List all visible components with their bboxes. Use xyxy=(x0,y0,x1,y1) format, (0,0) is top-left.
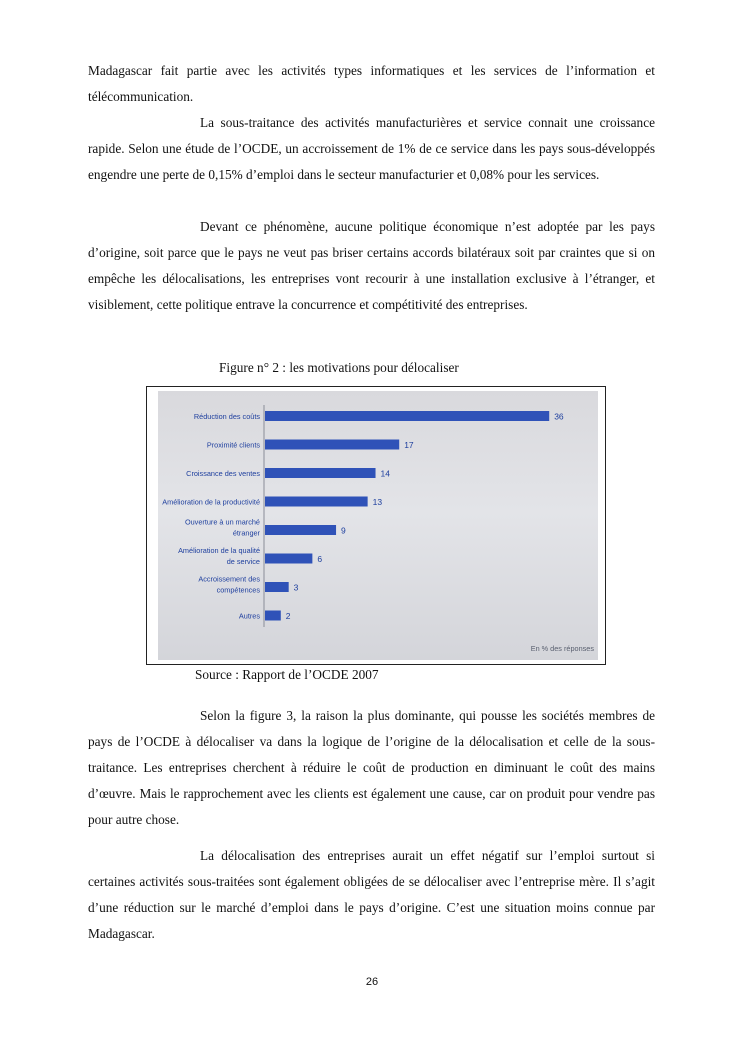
value-label-5: 6 xyxy=(317,554,323,564)
paragraph-intro: Madagascar fait partie avec les activités types informatiques et les services de l’information et télécommunication. xyxy=(88,63,655,104)
bar-5 xyxy=(265,554,312,564)
category-label-4-1: étranger xyxy=(232,528,260,538)
category-label-4-0: Ouverture à un marché xyxy=(184,517,260,527)
figure-frame xyxy=(146,386,606,665)
category-label-6-0: Accroissement des xyxy=(198,574,260,584)
value-label-4: 9 xyxy=(341,525,346,536)
value-label-2: 14 xyxy=(380,468,390,479)
value-label-0: 36 xyxy=(554,411,564,422)
category-label-5-1: de service xyxy=(226,557,260,566)
figure-caption: Figure n° 2 : les motivations pour délocaliser xyxy=(219,360,459,375)
category-label-2-0: Croissance des ventes xyxy=(186,469,260,478)
value-label-6: 3 xyxy=(293,582,299,593)
category-label-1-0: Proximité clients xyxy=(206,440,260,450)
paragraph-policy: Devant ce phénomène, aucune politique économique n’est adoptée par les pays d’origine, soit parce que le pays ne veut pas briser certains accords bilatéraux soit par craintes que si on empêche les délocalisations, les entreprises vont recourir à une installation exclusive à l’étranger, et visiblement, cette politique entrave la concurrence et compétitivité des entreprises. xyxy=(88,219,655,312)
bar-4 xyxy=(265,525,336,535)
value-label-3: 13 xyxy=(372,497,383,507)
bar-0 xyxy=(265,411,549,421)
bar-3 xyxy=(265,497,368,507)
paragraph-subcontracting: La sous-traitance des activités manufacturières et service connait une croissance rapide. Selon une étude de l’OCDE, un accroissement de 1% de ce service dans les pays sous-développés engendre une perte de 0,15% d’emploi dans le secteur manufacturier et 0,08% pour les services. xyxy=(88,115,655,182)
paragraph-analysis: Selon la figure 3, la raison la plus dominante, qui pousse les sociétés membres de pays de l’OCDE à délocaliser va dans la logique de l’origine de la délocalisation et celle de la sous-traitance. Les entreprises cherchent à réduire le coût de production en diminuant le coût des mains d’œuvre. Mais le rapprochement avec les clients est également une cause, car on produit pour vendre pas pour autre chose. xyxy=(88,708,655,827)
bar-2 xyxy=(265,468,376,478)
bar-1 xyxy=(265,440,399,450)
value-label-1: 17 xyxy=(404,440,414,450)
paragraph-employment: La délocalisation des entreprises aurait un effet négatif sur l’emploi surtout si certaines activités sous-traitées sont également obligées de se délocaliser avec l’entreprise mère. Il s’agit d’une réduction sur le marché d’emploi dans le pays d’origine. C’est une situation moins connue par Madagascar. xyxy=(88,848,655,941)
category-label-5-0: Amélioration de la qualité xyxy=(178,546,260,555)
bar-7 xyxy=(265,611,281,621)
category-label-6-1: compétences xyxy=(216,585,260,595)
figure-source: Source : Rapport de l’OCDE 2007 xyxy=(195,667,379,682)
value-label-7: 2 xyxy=(285,611,291,621)
bar-chart xyxy=(158,391,598,660)
chart-photo xyxy=(158,391,598,660)
category-label-0-0: Réduction des coûts xyxy=(193,412,260,421)
bar-6 xyxy=(265,582,289,592)
category-label-7-0: Autres xyxy=(238,611,260,621)
page-number: 26 xyxy=(365,976,379,988)
chart-note: En % des réponses xyxy=(530,644,594,653)
category-label-3-0: Amélioration de la productivité xyxy=(162,497,260,507)
